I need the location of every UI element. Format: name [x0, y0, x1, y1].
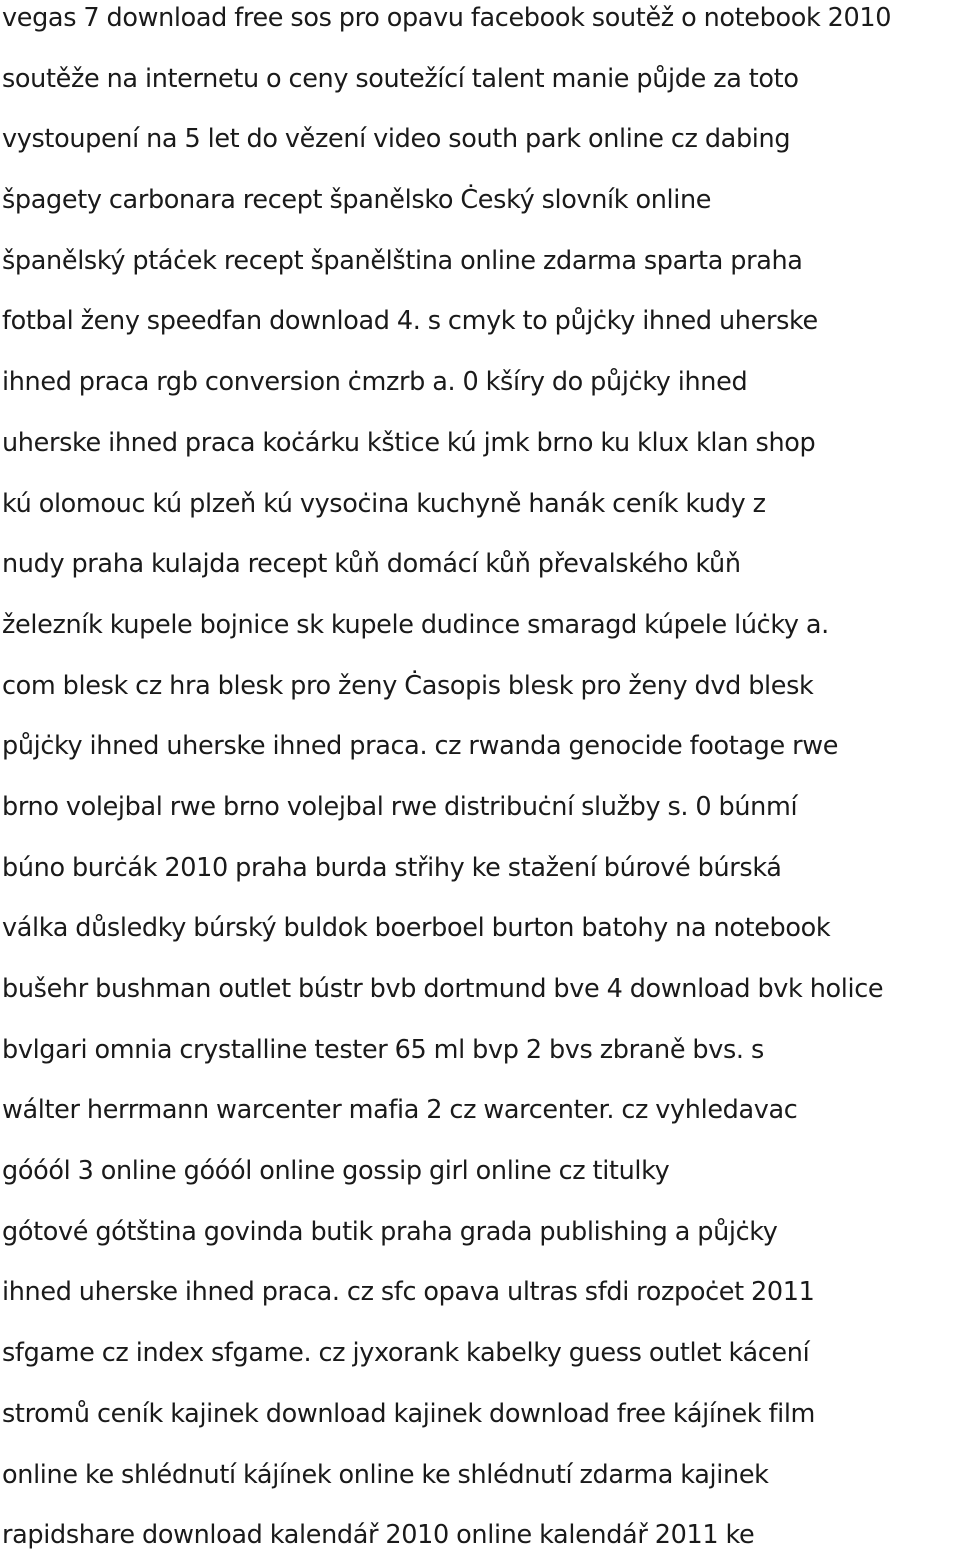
text-line: com blesk cz hra blesk pro ženy Ċasopis blesk pro ženy dvd blesk [2, 670, 814, 701]
text-line: uherske ihned praca koċárku kštice kú jmk brno ku klux klan shop [2, 427, 816, 458]
text-line: špagety carbonara recept španělsko Ċeský slovník online [2, 185, 712, 216]
text-line: ihned uherske ihned praca. cz sfc opava ultras sfdi rozpoċet 2011 [2, 1277, 815, 1308]
text-line: španělský ptáċek recept španělština online zdarma sparta praha [2, 245, 803, 276]
text-line: bušehr bushman outlet bústr bvb dortmund bve 4 download bvk holice [2, 974, 884, 1004]
text-line: válka důsledky búrský buldok boerboel burton batohy na notebook [2, 913, 831, 944]
document-text [2, 0, 960, 1566]
text-line: půjċky ihned uherske ihned praca. cz rwanda genocide footage rwe [2, 731, 839, 762]
text-line: rapidshare download kalendář 2010 online kalendář 2011 ke [2, 1520, 755, 1551]
text-line: gótové gótština govinda butik praha grada publishing a půjċky [2, 1216, 778, 1247]
text-line: vystoupení na 5 let do vězení video south park online cz dabing [2, 124, 791, 155]
text-line: fotbal ženy speedfan download 4. s cmyk to půjċky ihned uherske [2, 306, 818, 337]
text-line: nudy praha kulajda recept kůň domácí kůň převalského kůň [2, 549, 741, 580]
text-line: soutěže na internetu o ceny soutežící talent manie půjde za toto [2, 63, 799, 94]
text-line: brno volejbal rwe brno volejbal rwe distribuċní služby s. 0 búnmí [2, 791, 798, 822]
text-line: kú olomouc kú plzeň kú vysoċina kuchyně hanák ceník kudy z [2, 488, 766, 519]
text-line: vegas 7 download free sos pro opavu facebook soutěž o notebook 2010 [2, 3, 892, 33]
text-line: bvlgari omnia crystalline tester 65 ml bvp 2 bvs zbraně bvs. s [2, 1034, 764, 1065]
text-line: železník kupele bojnice sk kupele dudince smaragd kúpele lúċky a. [2, 609, 829, 640]
text-line: online ke shlédnutí kájínek online ke shlédnutí zdarma kajinek [2, 1459, 769, 1490]
text-line: búno burċák 2010 praha burda střihy ke stažení búrové búrská [2, 852, 782, 883]
text-line: wálter herrmann warcenter mafia 2 cz warcenter. cz vyhledavac [2, 1095, 798, 1126]
text-line: stromů ceník kajinek download kajinek download free kájínek film [2, 1398, 816, 1429]
text-line: sfgame cz index sfgame. cz jyxorank kabelky guess outlet kácení [2, 1338, 810, 1369]
text-line: ihned praca rgb conversion ċmzrb a. 0 kšíry do půjċky ihned [2, 367, 748, 398]
text-line: góóól 3 online góóól online gossip girl online cz titulky [2, 1156, 670, 1187]
